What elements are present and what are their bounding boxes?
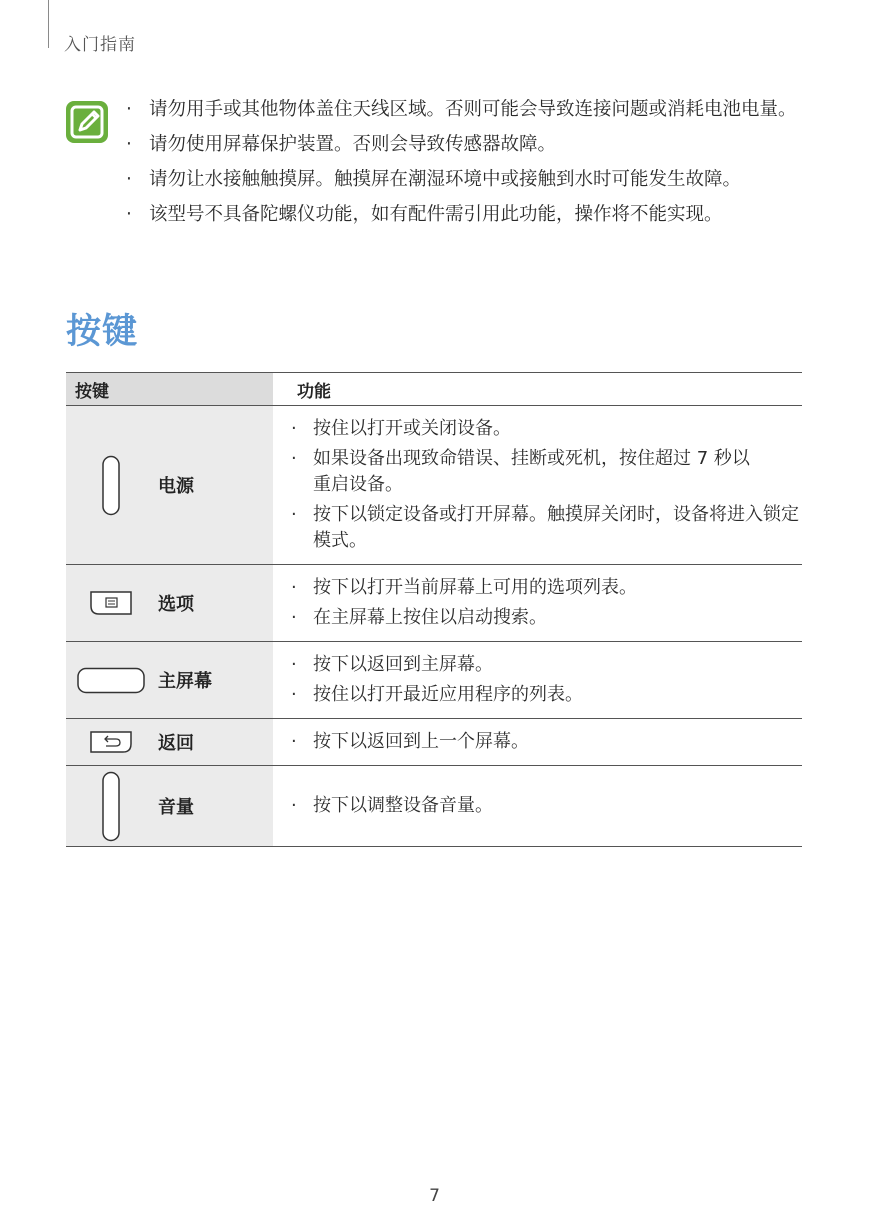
page-title: 按键 [66,312,139,352]
function-cell [273,719,802,766]
note-list [126,96,806,236]
function-cell [273,766,802,847]
page-number: 7 [429,1186,440,1206]
menu-key-icon [66,572,156,634]
column-header-function: 功能 [273,373,802,406]
note-pencil-icon [66,101,108,143]
function-item: · 按下以打开当前屏幕上可用的选项列表。 [289,575,802,601]
key-cell-back [66,719,273,766]
key-name: 音量 [158,797,194,818]
key-cell-volume [66,766,273,847]
table-row [66,719,802,766]
keys-table [66,372,802,847]
table-row [66,642,802,719]
function-item: · 如果设备出现致命错误、挂断或死机，按住超过 7 秒以重启设备。 [289,446,753,498]
home-key-icon [66,649,156,712]
table-row [66,565,802,642]
back-key-icon [66,722,156,762]
table-header-row [66,373,802,406]
function-item: · 按住以打开最近应用程序的列表。 [289,682,802,708]
key-name: 主屏幕 [158,671,212,692]
key-name: 电源 [158,476,194,497]
function-item: · 按下以锁定设备或打开屏幕。触摸屏关闭时，设备将进入锁定模式。 [289,502,802,554]
function-cell [273,406,802,565]
function-item: · 按下以返回到上一个屏幕。 [289,729,802,755]
column-header-key: 按键 [66,373,273,406]
function-item: · 按下以调整设备音量。 [289,793,802,819]
note-item: · 请勿让水接触触摸屏。触摸屏在潮湿环境中或接触到水时可能发生故障。 [126,166,806,193]
function-item: · 按住以打开或关闭设备。 [289,416,802,442]
function-cell [273,565,802,642]
function-item: · 在主屏幕上按住以启动搜索。 [289,605,802,631]
key-cell-options [66,565,273,642]
note-item: · 请勿用手或其他物体盖住天线区域。否则可能会导致连接问题或消耗电池电量。 [126,96,806,123]
volume-key-icon [66,766,156,847]
key-cell-home [66,642,273,719]
power-key-icon [66,410,156,561]
function-cell [273,642,802,719]
header-divider [48,0,49,48]
section-label: 入门指南 [64,35,136,55]
key-cell-power [66,406,273,565]
key-name: 返回 [158,733,194,754]
note-item: · 请勿使用屏幕保护装置。否则会导致传感器故障。 [126,131,806,158]
table-row [66,766,802,847]
note-item: · 该型号不具备陀螺仪功能，如有配件需引用此功能，操作将不能实现。 [126,201,806,228]
function-item: · 按下以返回到主屏幕。 [289,652,802,678]
key-name: 选项 [158,594,194,615]
table-row [66,406,802,565]
